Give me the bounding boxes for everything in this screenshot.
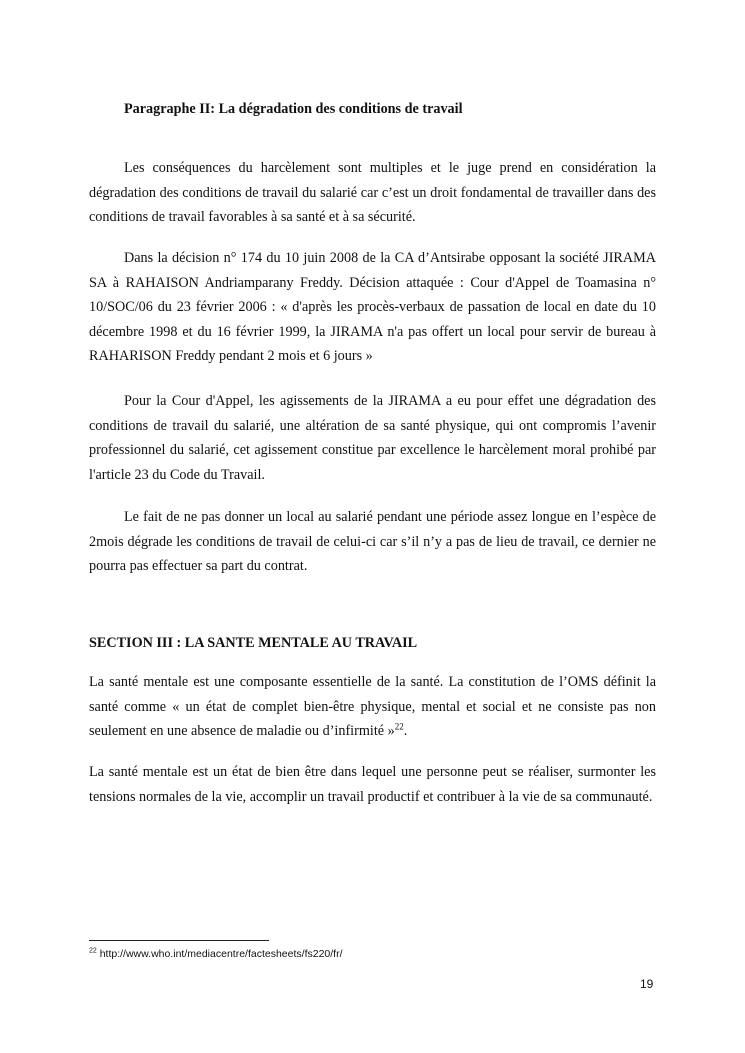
body-paragraph-4: Le fait de ne pas donner un local au salarié pendant une période assez longue en l’espèce de 2mois dégrade les conditions de travail de celui-ci car s’il n’y a pas de lieu de travail, ce dernier ne pourra pas effectuer sa part du contrat.: [89, 509, 656, 574]
section-title: SECTION III : LA SANTE MENTALE AU TRAVAIL: [89, 635, 418, 651]
footnote: [89, 948, 343, 960]
body-paragraph-2: Dans la décision n° 174 du 10 juin 2008 de la CA d’Antsirabe opposant la société JIRAMA SA à RAHAISON Andriamparany Freddy. Décision attaquée : Cour d'Appel de Toamasina n° 10/SOC/06 du 23 février 2006 : « d'après les procès-verbaux de passation de local en date du 10 décembre 1998 et du 16 février 1999, la JIRAMA n'a pas offert un local pour servir de bureau à RAHARISON Freddy pendant 2 mois et 6 jours »: [89, 250, 656, 364]
body-paragraph-3: Pour la Cour d'Appel, les agissements de la JIRAMA a eu pour effet une dégradation des conditions de travail du salarié, une altération de sa santé physique, qui ont compromis l’avenir professionnel du salarié, cet agissement constitue par excellence le harcèlement moral prohibé par l'article 23 du Code du Travail.: [89, 393, 656, 483]
section-paragraph-1: [89, 670, 656, 744]
section-paragraph-1-text: La santé mentale est une composante essentielle de la santé. La constitution de l’OMS définit la santé comme « un état de complet bien-être physique, mental et social et ne consiste pas non seulement en une absence de maladie ou d’infirmité »: [89, 674, 656, 739]
section-paragraph-2: La santé mentale est un état de bien être dans lequel une personne peut se réaliser, surmonter les tensions normales de la vie, accomplir un travail productif et contribuer à la vie de sa communauté.: [89, 764, 656, 805]
paragraph-heading: Paragraphe II: La dégradation des conditions de travail: [124, 101, 463, 117]
footnote-reference[interactable]: 22: [394, 721, 404, 732]
footnote-url[interactable]: http://www.who.int/mediacentre/factesheets/fs220/fr/: [96, 948, 343, 960]
footnote-separator: [89, 940, 269, 941]
section-paragraph-1-end: .: [403, 723, 408, 739]
footnote-number: 22: [89, 947, 97, 955]
page-number: 19: [640, 977, 654, 991]
body-paragraph-1: Les conséquences du harcèlement sont multiples et le juge prend en considération la dégradation des conditions de travail du salarié car c’est un droit fondamental de travailler dans des conditions de travail favorables à sa santé et à sa sécurité.: [89, 160, 656, 225]
